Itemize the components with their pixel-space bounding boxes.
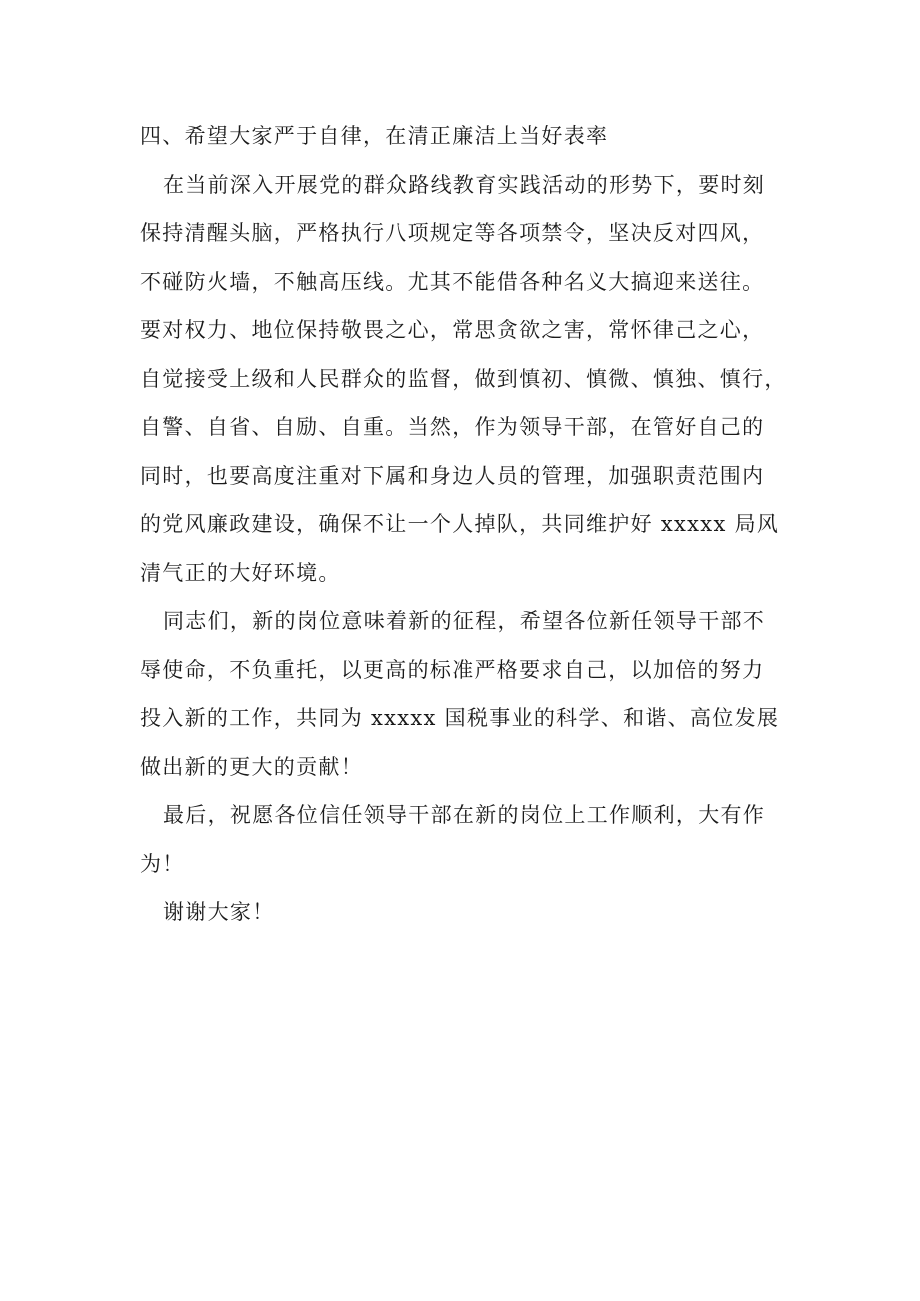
paragraph-line: 在当前深入开展党的群众路线教育实践活动的形势下，要时刻 [163, 172, 766, 197]
paragraph-line: 自警、自省、自励、自重。当然，作为领导干部，在管好自己的 [140, 415, 765, 439]
paragraph-line: 做出新的更大的贡献！ [140, 754, 363, 779]
paragraph-line: 保持清醒头脑，严格执行八项规定等各项禁令，坚决反对四风， [140, 221, 765, 245]
paragraph-line: 为！ [140, 851, 185, 876]
paragraph-line: 投入新的工作，共同为 xxxxx 国税事业的科学、和谐、高位发展 [140, 706, 780, 730]
paragraph-line: 清气正的大好环境。 [140, 560, 341, 585]
section-heading: 四、希望大家严于自律，在清正廉洁上当好表率 [140, 124, 609, 148]
closing-line: 谢谢大家！ [163, 900, 275, 924]
paragraph-line: 最后，祝愿各位信任领导干部在新的岗位上工作顺利，大有作 [163, 803, 766, 827]
paragraph-line: 自觉接受上级和人民群众的监督，做到慎初、慎微、慎独、慎行， [140, 366, 787, 391]
paragraph-line: 辱使命，不负重托，以更高的标准严格要求自己，以加倍的努力 [140, 657, 765, 682]
paragraph-line: 要对权力、地位保持敬畏之心，常思贪欲之害，常怀律己之心， [140, 318, 765, 342]
paragraph-line: 同志们，新的岗位意味着新的征程，希望各位新任领导干部不 [163, 609, 766, 633]
paragraph-line: 同时，也要高度注重对下属和身边人员的管理，加强职责范围内 [140, 463, 765, 488]
paragraph-line: 不碰防火墙，不触高压线。尤其不能借各种名义大搞迎来送往。 [140, 269, 765, 294]
document-body [140, 112, 820, 937]
paragraph-line: 的党风廉政建设，确保不让一个人掉队，共同维护好 xxxxx 局风 [140, 512, 780, 536]
